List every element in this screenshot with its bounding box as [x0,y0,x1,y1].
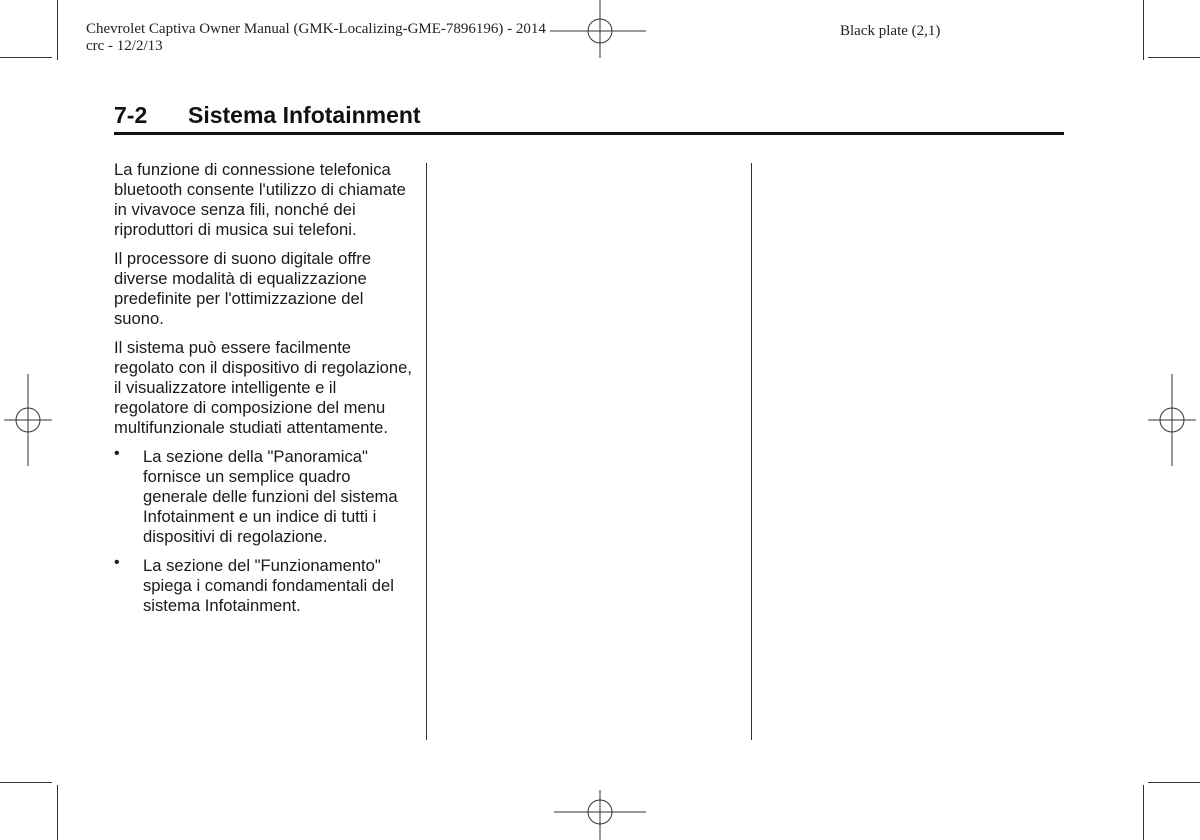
list-item [114,447,414,547]
list-item [114,556,414,616]
crop-mark-top-right-horizontal [1148,57,1200,58]
crop-mark-top-left-vertical [57,0,58,60]
registration-mark-left-icon [0,372,60,468]
column-divider-2 [751,163,752,740]
paragraph-bluetooth: La funzione di connessione telefonica bluetooth consente l'utilizzo di chiamate in vivavoce senza fili, nonché dei riproduttori di musica sui telefoni. [114,160,406,239]
bullet-icon: • [114,554,120,571]
paragraph-system-controls: Il sistema può essere facilmente regolato con il dispositivo di regolazione, il visualizzatore intelligente e il regolatore di composizione del menu multifunzionale studiati attentamente. [114,338,412,437]
paragraph-sound-processor: Il processore di suono digitale offre diverse modalità di equalizzazione predefinite per l'ottimizzazione del suono. [114,249,372,328]
page-number: 7-2 [114,102,148,128]
crop-mark-bottom-right-vertical [1143,785,1144,840]
bullet-icon: • [114,445,120,462]
crop-mark-bottom-right-horizontal [1148,782,1200,783]
registration-mark-right-icon [1140,372,1200,468]
list-item-text: La sezione della "Panoramica" fornisce un semplice quadro generale delle funzioni del sistema Infotainment e un indice di tutti i dispositivi di regolazione. [143,447,398,546]
crop-mark-bottom-left-vertical [57,785,58,840]
print-header-date: crc - 12/2/13 [86,38,163,54]
registration-mark-bottom-icon [550,782,650,840]
column-divider-1 [426,163,427,740]
text-column-1 [114,160,414,625]
print-header-document-title: Chevrolet Captiva Owner Manual (GMK-Localizing-GME-7896196) - 2014 [86,21,546,37]
crop-mark-top-right-vertical [1143,0,1144,60]
crop-mark-top-left-horizontal [0,57,52,58]
registration-mark-top-icon [550,0,650,60]
list-item-text: La sezione del "Funzionamento" spiega i comandi fondamentali del sistema Infotainment. [143,556,394,615]
crop-mark-bottom-left-horizontal [0,782,52,783]
print-header-left [86,21,546,55]
bullet-list [114,447,414,616]
section-heading [114,100,1064,135]
section-title: Sistema Infotainment [188,102,421,128]
print-header-plate: Black plate (2,1) [840,23,941,39]
